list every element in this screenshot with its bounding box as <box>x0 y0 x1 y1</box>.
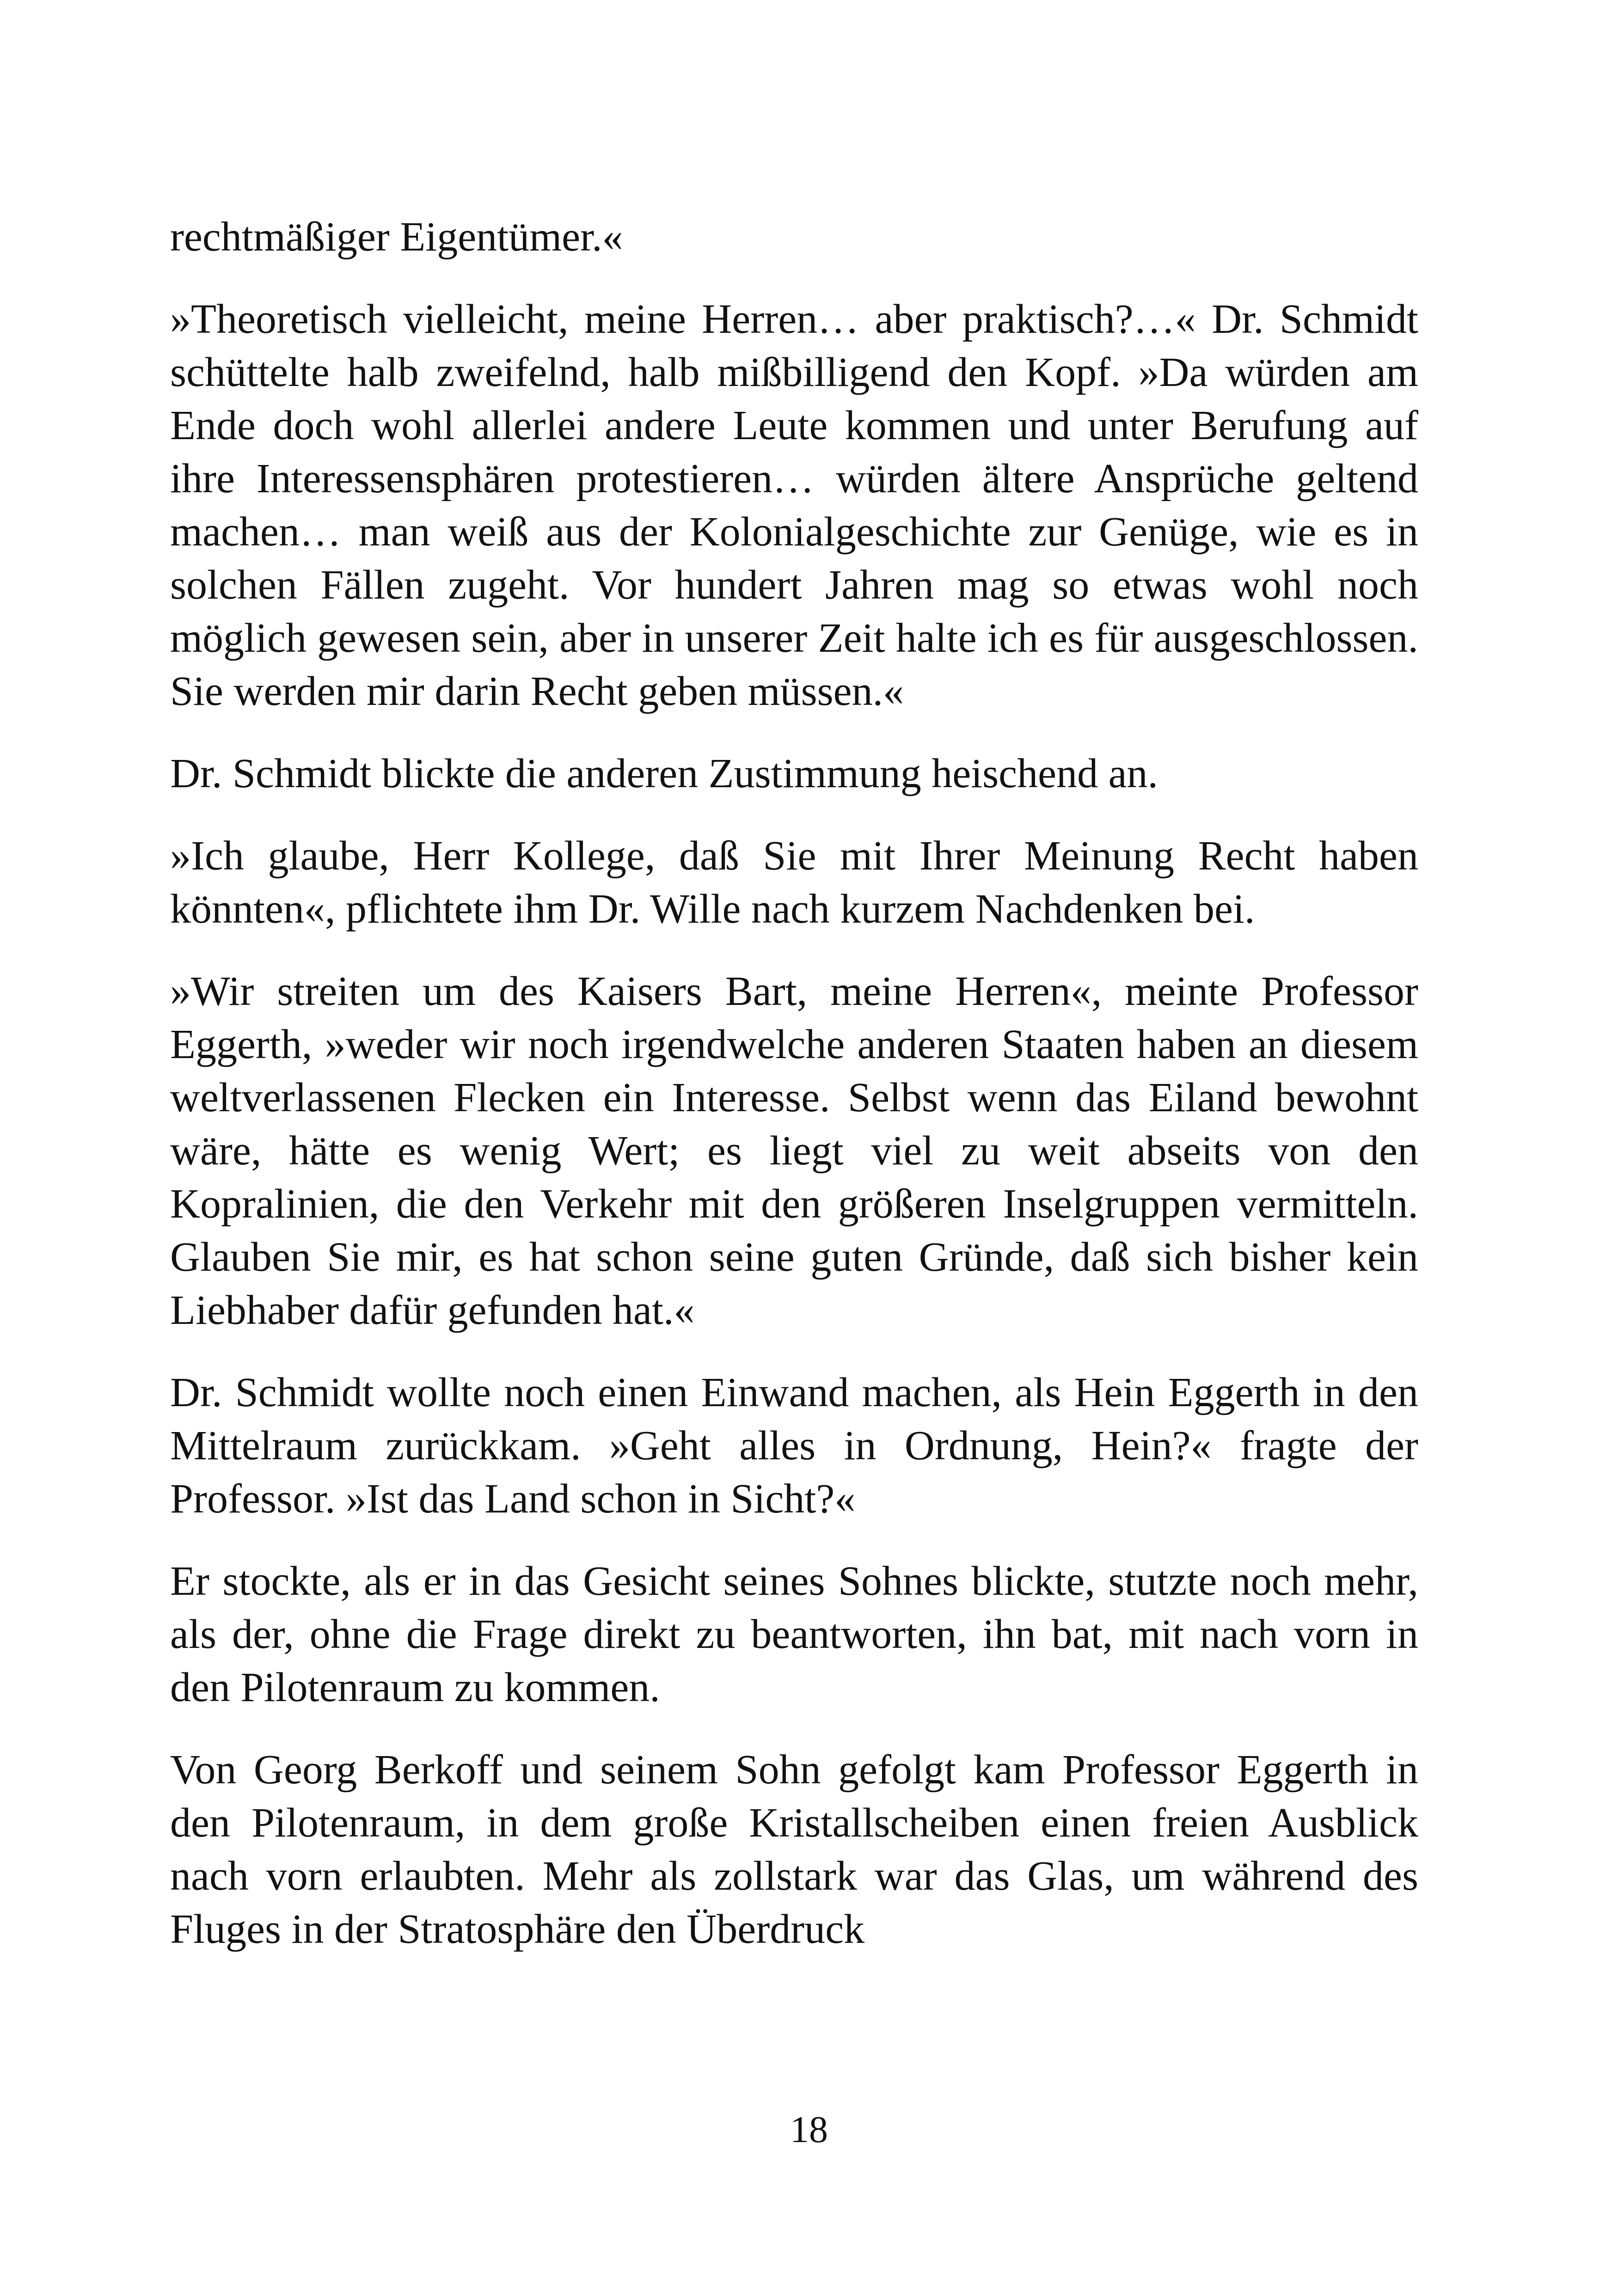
paragraph-2: »Theoretisch vielleicht, meine Herren… aber praktisch?…« Dr. Schmidt schüttelte halb zweifelnd, halb mißbilligend den Kopf. »Da würden am Ende doch wohl allerlei andere Leute kommen und unter Berufung auf ihre Interessensphären protestieren… würden ältere Ansprüche geltend machen… man weiß aus der Kolonialgeschichte zur Genüge, wie es in solchen Fällen zugeht. Vor hundert Jahren mag so etwas wohl noch möglich gewesen sein, aber in unserer Zeit halte ich es für ausgeschlossen. Sie werden mir darin Recht geben müssen.« <box>170 296 1418 714</box>
paragraph-5: »Wir streiten um des Kaisers Bart, meine Herren«, meinte Professor Eggerth, »weder wir noch irgendwelche anderen Staaten haben an diesem weltverlassenen Flecken ein Interesse. Selbst wenn das Eiland bewohnt wäre, hätte es wenig Wert; es liegt viel zu weit abseits von den Kopralinien, die den Verkehr mit den größeren Inselgruppen vermitteln. Glauben Sie mir, es hat schon seine guten Gründe, daß sich bisher kein Liebhaber dafür gefunden hat.« <box>170 968 1418 1333</box>
page-number: 18 <box>790 2108 828 2150</box>
paragraph-6: Dr. Schmidt wollte noch einen Einwand machen, als Hein Eggerth in den Mittelraum zurückkam. »Geht alles in Ordnung, Hein?« fragte der Professor. »Ist das Land schon in Sicht?« <box>170 1370 1418 1522</box>
body-text <box>170 210 1418 1985</box>
paragraph-3: Dr. Schmidt blickte die anderen Zustimmung heischend an. <box>170 751 1158 796</box>
paragraph-4: »Ich glaube, Herr Kollege, daß Sie mit Ihrer Meinung Recht haben könnten«, pflichtete ihm Dr. Wille nach kurzem Nachdenken bei. <box>170 833 1418 932</box>
paragraph-7: Er stockte, als er in das Gesicht seines Sohnes blickte, stutzte noch mehr, als der, ohne die Frage direkt zu beantworten, ihn bat, mit nach vorn in den Pilotenraum zu kommen. <box>170 1558 1418 1710</box>
paragraph-1: rechtmäßiger Eigentümer.« <box>170 214 623 260</box>
paragraph-8: Von Georg Berkoff und seinem Sohn gefolgt kam Professor Eggerth in den Pilotenraum, in dem große Kristallscheiben einen freien Ausblick nach vorn erlaubten. Mehr als zollstark war das Glas, um während des Fluges in der Stratosphäre den Überdruck <box>170 1747 1418 1952</box>
